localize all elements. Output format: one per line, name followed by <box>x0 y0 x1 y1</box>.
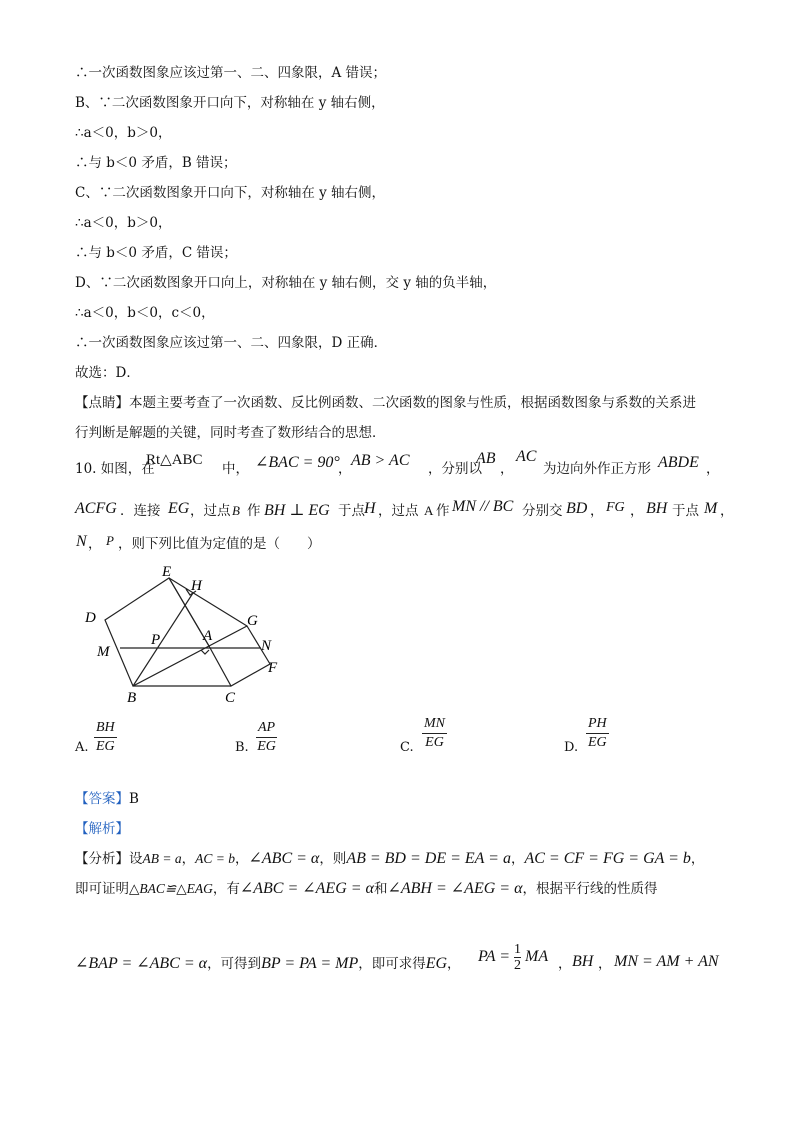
text: 为边向外作正方形 <box>543 461 651 477</box>
text: ， <box>500 461 514 477</box>
text: ，过点 <box>378 503 419 519</box>
tip-paragraph: 【点睛】本题主要考查了一次函数、反比例函数、二次函数的图象与性质，根据函数图象与系数的关系进 <box>75 395 696 411</box>
label-p: P <box>151 632 161 648</box>
text: ．连接 <box>120 503 161 519</box>
text: ，即可求得 <box>358 956 426 972</box>
label-b: B <box>127 690 137 705</box>
math: AB = BD = DE = EA = a <box>346 850 511 867</box>
math-point: M <box>704 500 718 517</box>
label-n: N <box>261 638 272 654</box>
text: ， <box>590 503 604 519</box>
text: ， <box>598 956 612 972</box>
math-segment: BD <box>566 500 588 517</box>
text: ，则下列比值为定值的是（ ） <box>118 536 321 552</box>
text: 作 <box>247 503 261 519</box>
math-rt-triangle: Rt△ABC <box>146 452 203 468</box>
text: ， <box>181 851 196 867</box>
text: 作 <box>436 503 450 519</box>
math: ∠ABH = ∠AEG = α <box>387 880 523 897</box>
label-d: D <box>85 610 96 626</box>
label-e: E <box>162 564 172 580</box>
text-line: ∴a＜0，b＞0， <box>75 215 172 231</box>
fraction-denominator: EG <box>425 735 444 750</box>
math-segment: AB <box>476 450 496 467</box>
text: ，则 <box>319 851 347 867</box>
fraction-numerator: AP <box>256 720 277 738</box>
math-point: P <box>106 533 114 548</box>
math: AC = CF = FG = GA = b <box>524 850 691 867</box>
math-angle: ∠BAC = 90° <box>255 454 340 471</box>
option-c-letter[interactable]: C. <box>400 740 414 755</box>
text-line: 故选：D． <box>75 365 140 381</box>
option-d-letter[interactable]: D. <box>564 740 579 755</box>
option-d-fraction[interactable] <box>586 716 609 751</box>
text-line: D、∵二次函数图象开口向上，对称轴在 y 轴右侧，交 y 轴的负半轴， <box>75 275 497 291</box>
math-parallel: MN // BC <box>452 498 514 515</box>
text: ， <box>338 461 352 477</box>
math-segment: AC <box>516 448 537 465</box>
math: BP = PA = MP <box>261 955 359 972</box>
text: ，过点 <box>190 503 231 519</box>
math-inequality: AB > AC <box>351 452 410 469</box>
text: ， <box>558 956 572 972</box>
label-a: A <box>203 628 213 644</box>
math-point: A <box>424 503 434 518</box>
math: ∠ABC = α <box>248 850 320 867</box>
math: EG <box>425 955 448 972</box>
segment-eg <box>169 578 247 626</box>
text: ， <box>720 503 734 519</box>
text-line: C、∵二次函数图象开口向下，对称轴在 y 轴右侧， <box>75 185 386 201</box>
fraction-numerator: BH <box>94 720 117 738</box>
text: 和 <box>373 881 388 897</box>
text: ，可得到 <box>207 956 262 972</box>
math-segment: FG <box>606 500 625 515</box>
math-segment: EG <box>168 500 190 517</box>
math: ∠ABC = ∠AEG = α <box>239 880 374 897</box>
fraction-numerator: PH <box>586 716 609 734</box>
math: PA = <box>478 948 510 966</box>
math-point: B <box>232 503 240 518</box>
text: ， <box>234 851 249 867</box>
text: 即可证明 <box>75 881 129 897</box>
text: ，根据平行线的性质得 <box>522 881 658 897</box>
math-point: H <box>364 500 376 517</box>
segment-bh <box>133 593 193 686</box>
text-line: B、∵二次函数图象开口向下，对称轴在 y 轴右侧， <box>75 95 385 111</box>
math: △BAC≌△EAG <box>129 881 213 896</box>
option-a-letter[interactable]: A. <box>75 740 89 755</box>
label-m: M <box>97 644 110 660</box>
answer-value: B <box>129 791 139 807</box>
analysis-label: 【解析】 <box>75 821 129 837</box>
fraction-numerator: MN <box>422 716 447 734</box>
math-segment: BH <box>646 500 668 517</box>
math-point: N <box>76 533 87 550</box>
option-b-letter[interactable]: B. <box>235 740 249 755</box>
math-pa-half-ma <box>478 942 548 973</box>
math: AB = a <box>142 851 182 866</box>
text: ， <box>510 851 525 867</box>
math-square: ACFG <box>75 500 117 517</box>
analysis-line-1 <box>75 850 704 868</box>
text: 分别交 <box>522 503 563 519</box>
geometry-figure <box>75 560 295 705</box>
math: MA <box>525 948 549 966</box>
math-equation: MN = AM + AN <box>614 953 719 970</box>
tip-paragraph: 行判断是解题的关键，同时考查了数形结合的思想． <box>75 425 386 441</box>
fraction-denominator: EG <box>96 739 115 754</box>
text: 于点 <box>672 503 699 519</box>
fraction-denominator: EG <box>257 739 276 754</box>
fraction-denominator: 2 <box>514 958 521 973</box>
text-line: ∴a＜0，b＞0， <box>75 125 172 141</box>
text: 【分析】设 <box>75 851 143 867</box>
math-segment: BH <box>572 953 594 970</box>
answer-label: 【答案】 <box>75 791 129 807</box>
text: ，分别以 <box>428 461 482 477</box>
text-line: ∴一次函数图象应该过第一、二、四象限，A 错误； <box>75 65 387 81</box>
text-line: ∴a＜0，b＜0，c＜0， <box>75 305 215 321</box>
text-line: ∴一次函数图象应该过第一、二、四象限，D 正确． <box>75 335 388 351</box>
text: ， <box>706 461 720 477</box>
option-a-fraction[interactable] <box>94 720 117 755</box>
text: 于点 <box>338 503 365 519</box>
text: ，有 <box>212 881 240 897</box>
option-b-fraction[interactable] <box>256 720 277 755</box>
math-square: ABDE <box>658 454 699 471</box>
text: ， <box>630 503 644 519</box>
math-perpendicular: BH ⊥ EG <box>264 502 330 519</box>
text: ， <box>447 956 461 972</box>
text-line: ∴与 b＜0 矛盾，C 错误； <box>75 245 237 261</box>
analysis-line-2 <box>75 880 657 898</box>
label-c: C <box>225 690 236 705</box>
label-h: H <box>191 578 202 594</box>
right-angle-mark-a <box>201 650 209 654</box>
text: 中， <box>222 461 249 477</box>
math: ∠BAP = ∠ABC = α <box>75 955 208 972</box>
question-title: 10. 如图，在 <box>75 461 155 477</box>
answer-line <box>75 790 139 808</box>
text: ， <box>690 851 705 867</box>
label-g: G <box>247 613 258 629</box>
text: ， <box>88 536 102 552</box>
analysis-line-3 <box>75 955 461 973</box>
fraction-denominator: EG <box>588 735 607 750</box>
option-c-fraction[interactable] <box>422 716 447 751</box>
half-fraction <box>514 942 521 973</box>
fraction-numerator: 1 <box>514 942 521 957</box>
text-line: ∴与 b＜0 矛盾，B 错误； <box>75 155 237 171</box>
square-acfg <box>209 626 270 686</box>
math: AC = b <box>195 851 235 866</box>
label-f: F <box>268 660 278 676</box>
